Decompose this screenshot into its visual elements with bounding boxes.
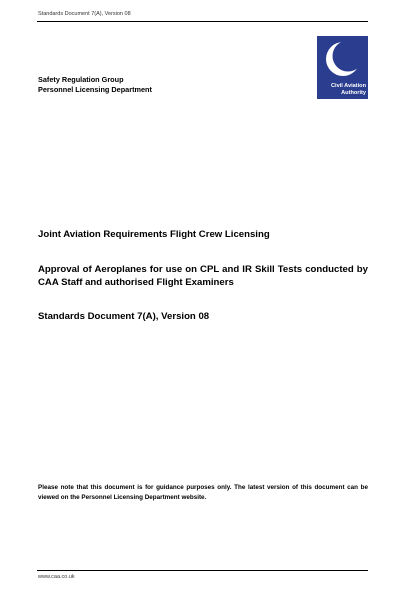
caa-logo bbox=[317, 36, 368, 99]
running-header: Standards Document 7(A), Version 08 bbox=[38, 11, 131, 17]
org-department: Personnel Licensing Department bbox=[38, 85, 152, 94]
guidance-note: Please note that this document is for guidance purposes only. The latest version of this document can be viewed on the Personnel Licensing Department website. bbox=[38, 484, 368, 501]
document-title: Standards Document 7(A), Version 08 bbox=[38, 311, 210, 322]
logo-line-2: Authority bbox=[341, 89, 366, 96]
footer-website: www.caa.co.uk bbox=[38, 574, 75, 580]
header-divider bbox=[37, 21, 368, 22]
subject-title: Approval of Aeroplanes for use on CPL and IR Skill Tests conducted by CAA Staff and authorised Flight Examiners bbox=[38, 264, 368, 288]
organisation-block bbox=[38, 75, 152, 95]
main-title: Joint Aviation Requirements Flight Crew Licensing bbox=[38, 229, 270, 240]
logo-line-1: Civil Aviation bbox=[330, 83, 366, 90]
footer-divider bbox=[37, 570, 368, 571]
logo-wordmark bbox=[320, 83, 366, 96]
org-group: Safety Regulation Group bbox=[38, 75, 124, 84]
